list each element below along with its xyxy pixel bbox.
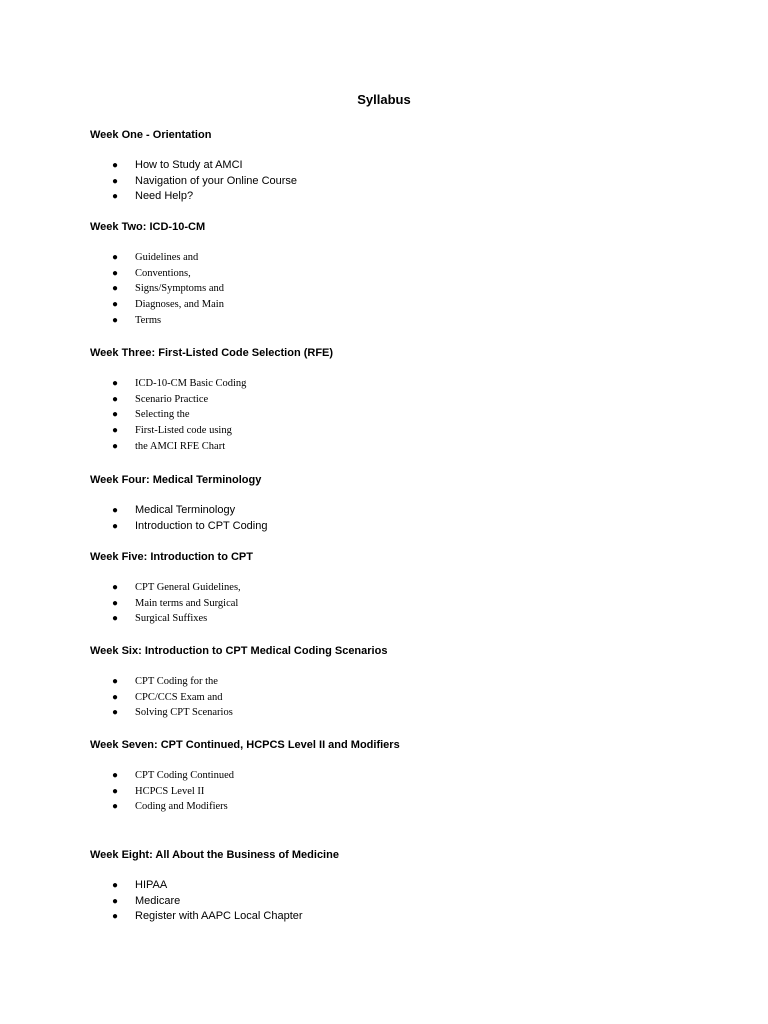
list-item: ● CPT General Guidelines, [90, 580, 710, 596]
list-item: ● Register with AAPC Local Chapter [90, 909, 710, 925]
week-five-section [90, 550, 710, 627]
week-three-section [90, 346, 710, 454]
list-item: ● CPC/CCS Exam and [90, 690, 710, 706]
bullet-icon: ● [112, 707, 119, 719]
list-item: ● Navigation of your Online Course [90, 174, 710, 190]
list-item: ● Need Help? [90, 189, 710, 205]
bullet-icon: ● [112, 283, 119, 295]
week-one-heading: Week One - Orientation [90, 129, 212, 141]
list-item: ● the AMCI RFE Chart [90, 439, 710, 455]
bullet-icon: ● [112, 582, 119, 593]
list-item: ● HIPAA [90, 878, 710, 894]
bullet-icon: ● [112, 676, 119, 687]
bullet-icon: ● [112, 785, 119, 797]
week-seven-heading: Week Seven: CPT Continued, HCPCS Level II and Modifiers [90, 739, 400, 751]
list-item: ● Diagnoses, and Main [90, 297, 710, 313]
list-item: ● Signs/Symptoms and [90, 281, 710, 297]
list-item: ● Introduction to CPT Coding [90, 519, 710, 535]
list-item: ● Main terms and Surgical [90, 596, 710, 612]
list-item: ● CPT Coding for the [90, 674, 710, 690]
list-item: ● HCPCS Level II [90, 784, 710, 800]
week-four-list [90, 503, 710, 534]
week-five-list [90, 580, 710, 627]
bullet-icon: ● [112, 252, 119, 263]
list-item: ● Conventions, [90, 266, 710, 282]
bullet-icon: ● [112, 613, 119, 625]
week-three-heading: Week Three: First-Listed Code Selection (RFE) [90, 347, 334, 359]
bullet-icon: ● [112, 267, 119, 279]
bullet-icon: ● [112, 191, 119, 203]
week-seven-section [90, 738, 710, 815]
week-five-heading: Week Five: Introduction to CPT [90, 551, 253, 563]
bullet-icon: ● [112, 895, 119, 907]
week-two-section [90, 220, 710, 328]
list-item: ● Surgical Suffixes [90, 611, 710, 627]
week-four-heading: Week Four: Medical Terminology [90, 474, 262, 486]
list-item: ● Terms [90, 313, 710, 329]
bullet-icon: ● [112, 520, 119, 532]
bullet-icon: ● [112, 175, 119, 187]
page-title: Syllabus [357, 92, 411, 107]
week-three-list [90, 376, 710, 454]
bullet-icon: ● [112, 505, 119, 516]
week-eight-heading: Week Eight: All About the Business of Medicine [90, 849, 339, 861]
week-four-section [90, 473, 710, 534]
list-item: ● Medical Terminology [90, 503, 710, 519]
list-item: ● Medicare [90, 894, 710, 910]
week-eight-list [90, 878, 710, 925]
bullet-icon: ● [112, 597, 119, 609]
bullet-icon: ● [112, 409, 119, 421]
list-item: ● ICD-10-CM Basic Coding [90, 376, 710, 392]
bullet-icon: ● [112, 314, 119, 326]
bullet-icon: ● [112, 425, 119, 437]
week-eight-section [90, 848, 710, 925]
bullet-icon: ● [112, 393, 119, 405]
week-two-list [90, 250, 710, 328]
bullet-icon: ● [112, 770, 119, 781]
bullet-icon: ● [112, 691, 119, 703]
week-seven-list [90, 768, 710, 815]
week-one-list [90, 158, 710, 205]
week-one-section [90, 128, 710, 205]
list-item: ● CPT Coding Continued [90, 768, 710, 784]
list-item: ● Selecting the [90, 407, 710, 423]
bullet-icon: ● [112, 378, 119, 389]
bullet-icon: ● [112, 440, 119, 452]
bullet-icon: ● [112, 911, 119, 923]
bullet-icon: ● [112, 299, 119, 311]
list-item: ● Scenario Practice [90, 392, 710, 408]
list-item: ● First-Listed code using [90, 423, 710, 439]
list-item: ● Coding and Modifiers [90, 799, 710, 815]
bullet-icon: ● [112, 160, 119, 171]
list-item: ● Guidelines and [90, 250, 710, 266]
bullet-icon: ● [112, 801, 119, 813]
week-six-list [90, 674, 710, 721]
week-six-section [90, 644, 710, 721]
bullet-icon: ● [112, 880, 119, 891]
week-two-heading: Week Two: ICD-10-CM [90, 221, 206, 233]
list-item: ● How to Study at AMCI [90, 158, 710, 174]
week-six-heading: Week Six: Introduction to CPT Medical Coding Scenarios [90, 645, 388, 657]
list-item: ● Solving CPT Scenarios [90, 705, 710, 721]
